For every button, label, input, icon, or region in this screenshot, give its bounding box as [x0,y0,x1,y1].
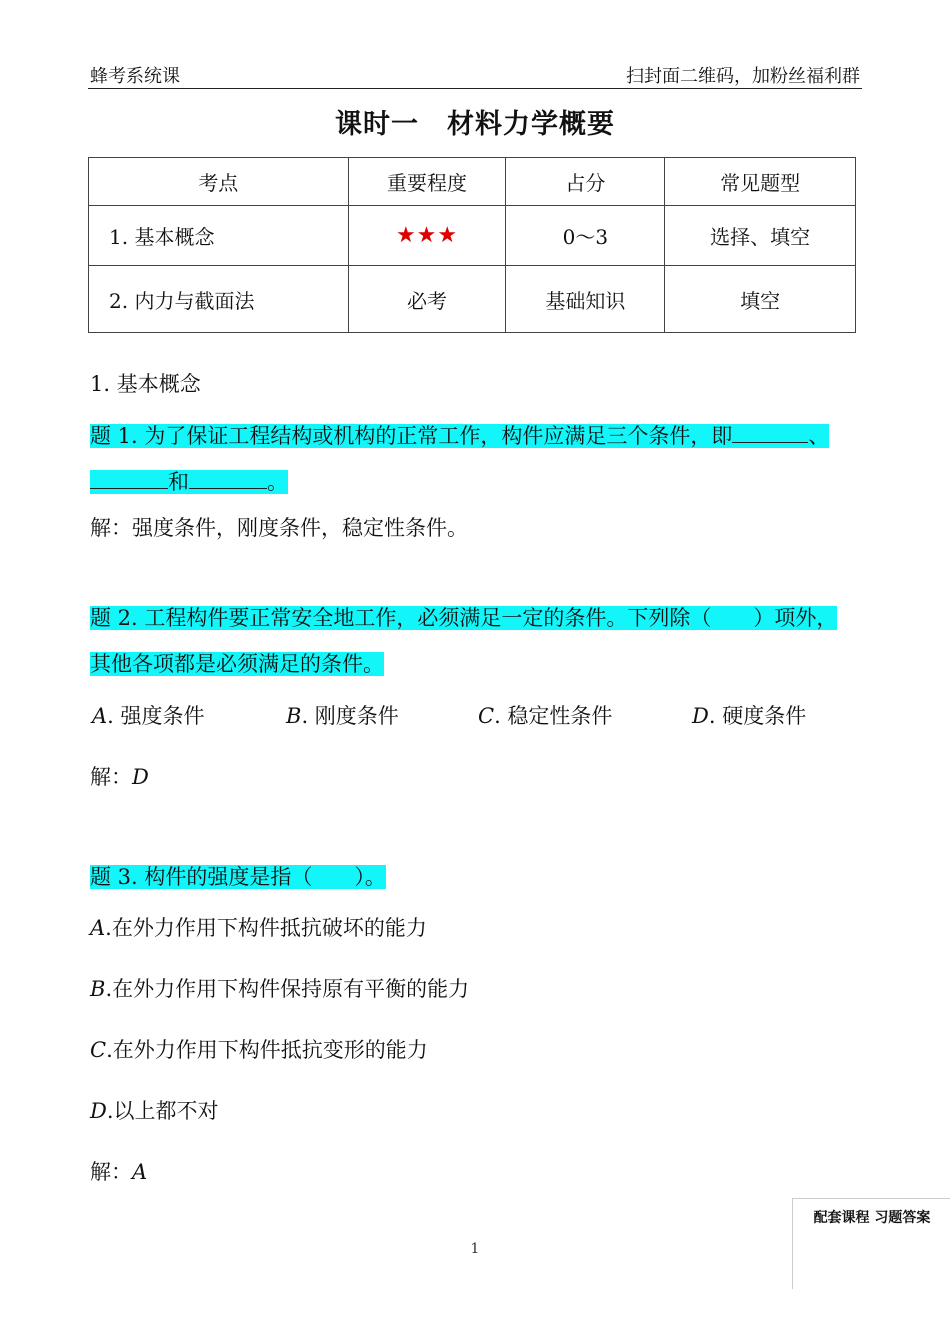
question-3-text: 题 3. 构件的强度是指（ ）。 [90,865,386,889]
question-1-line-2 [90,466,288,496]
table-row [89,206,856,266]
table-row [89,266,856,333]
table-header-cell: 占分 [506,158,665,206]
table-cell: 必考 [348,266,506,333]
question-2-line-2 [90,648,384,678]
table-cell: 填空 [665,266,856,333]
summary-table [88,157,856,333]
question-1-answer: 解：强度条件，刚度条件，稳定性条件。 [90,516,468,540]
question-2-answer: 解：D [90,765,149,789]
table-header-cell: 重要程度 [348,158,506,206]
fill-blank [189,470,267,489]
table-header-row [89,158,856,206]
header-divider [88,88,862,89]
question-3-option-d: D.以上都不对 [90,1099,219,1123]
table-header-cell: 考点 [89,158,349,206]
question-1-line-1 [90,420,860,450]
question-2-option-d: D. 硬度条件 [692,704,807,728]
table-cell: 选择、填空 [665,206,856,266]
question-2-text: 题 2. 工程构件要正常安全地工作，必须满足一定的条件。下列除（ ）项外， [90,606,838,630]
question-2-option-a: A. 强度条件 [92,704,205,728]
table-cell: 1. 基本概念 [89,206,349,266]
question-2-option-c: C. 稳定性条件 [478,704,613,728]
question-3-option-c: C.在外力作用下构件抵抗变形的能力 [90,1038,428,1062]
question-2-option-b: B. 刚度条件 [286,704,399,728]
question-2-text-cont: 其他各项都是必须满足的条件。 [90,652,384,676]
question-2-line-1 [90,602,837,632]
header-left-text: 蜂考系统课 [90,66,180,87]
header-right-text: 扫封面二维码，加粉丝福利群 [626,66,860,87]
page-number: 1 [470,1241,480,1257]
question-1-separator: 、 [808,424,830,448]
question-3-option-b: B.在外力作用下构件保持原有平衡的能力 [90,977,470,1001]
table-cell: 基础知识 [506,266,665,333]
page-title: 课时一 材料力学概要 [335,109,615,140]
question-3-answer: 解：A [90,1160,148,1184]
fill-blank [732,424,808,443]
question-3-line-1 [90,861,386,891]
table-header-cell: 常见题型 [665,158,856,206]
fill-blank [90,470,168,489]
section-heading: 1. 基本概念 [90,372,201,396]
table-cell: 2. 内力与截面法 [89,266,349,333]
question-1-and: 和 [168,470,189,494]
course-answers-panel[interactable] [792,1198,950,1289]
question-1-end: 。 [267,470,288,494]
importance-stars: ★★★ [348,206,506,266]
question-3-option-a: A.在外力作用下构件抵抗破坏的能力 [90,916,427,940]
table-cell: 0～3 [506,206,665,266]
course-answers-label[interactable]: 配套课程 习题答案 [813,1210,931,1226]
question-1-text: 题 1. 为了保证工程结构或机构的正常工作，构件应满足三个条件，即 [90,424,733,448]
